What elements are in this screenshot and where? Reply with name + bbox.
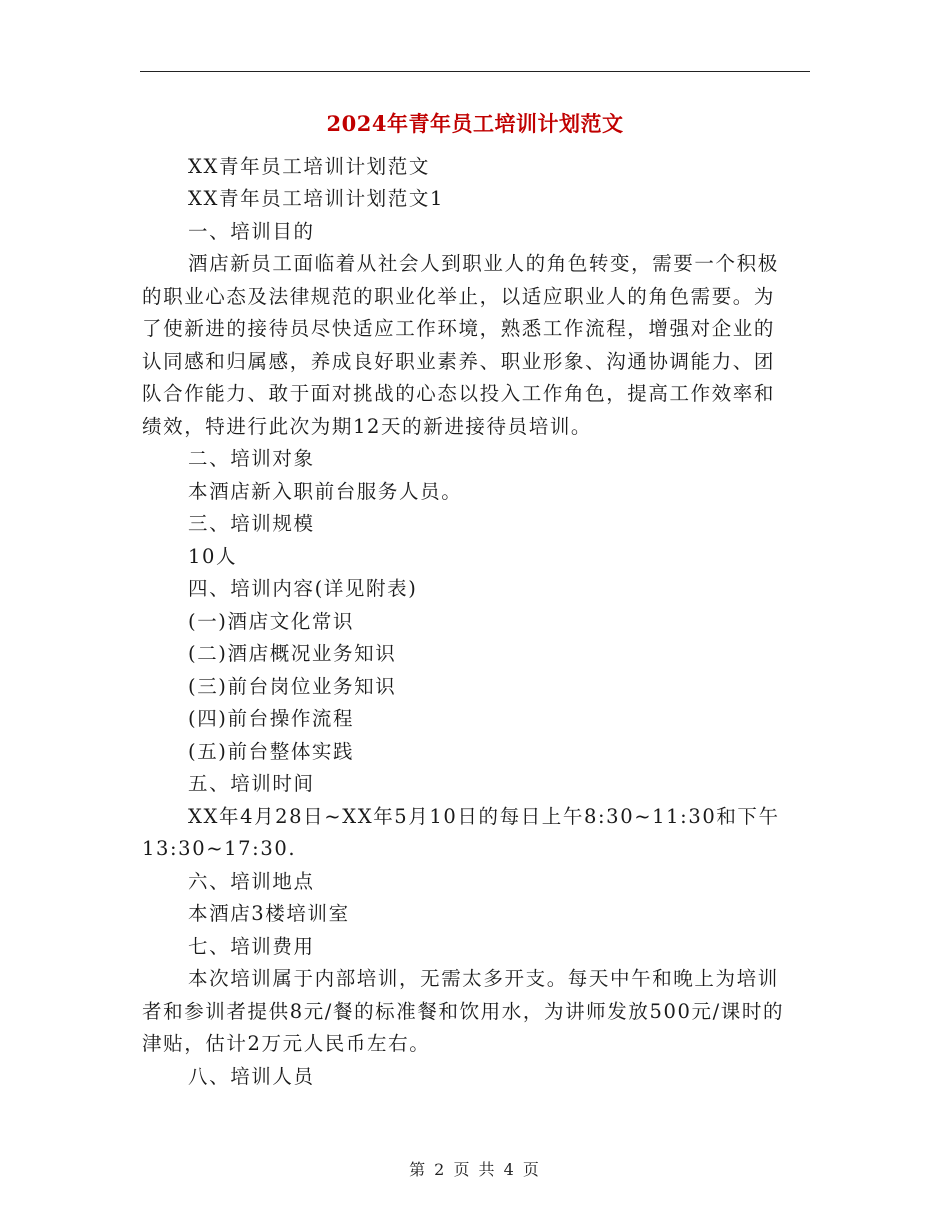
- list-item: (四)前台操作流程: [188, 707, 355, 730]
- header-rule: [140, 71, 810, 72]
- paragraph-line: 本酒店新入职前台服务人员。: [188, 480, 463, 503]
- page-number-footer: 第 2 页 共 4 页: [409, 1160, 541, 1179]
- section-heading: 六、培训地点: [188, 870, 315, 893]
- paragraph-line: 津贴，估计2万元人民币左右。: [142, 1032, 431, 1055]
- section-heading: 三、培训规模: [188, 512, 315, 535]
- paragraph-line: 13:30~17:30.: [142, 837, 297, 860]
- paragraph-line: 10人: [188, 545, 238, 568]
- list-item: (三)前台岗位业务知识: [188, 675, 397, 698]
- paragraph-line: 了使新进的接待员尽快适应工作环境，熟悉工作流程，增强对企业的: [142, 317, 776, 340]
- paragraph-line: 酒店新员工面临着从社会人到职业人的角色转变，需要一个积极: [188, 252, 779, 275]
- section-heading: 一、培训目的: [188, 220, 315, 243]
- paragraph-line: 本次培训属于内部培训，无需太多开支。每天中午和晚上为培训: [188, 967, 779, 990]
- doc-line: XX青年员工培训计划范文1: [188, 187, 444, 210]
- paragraph-line: 的职业心态及法律规范的职业化举止，以适应职业人的角色需要。为: [142, 285, 776, 308]
- section-heading: 二、培训对象: [188, 447, 315, 470]
- paragraph-line: 本酒店3楼培训室: [188, 902, 350, 925]
- paragraph-line: 者和参训者提供8元/餐的标准餐和饮用水，为讲师发放500元/课时的: [142, 1000, 785, 1023]
- list-item: (五)前台整体实践: [188, 740, 355, 763]
- document-title: 2024年青年员工培训计划范文: [326, 111, 624, 136]
- section-heading: 五、培训时间: [188, 772, 315, 795]
- doc-line: XX青年员工培训计划范文: [188, 155, 430, 178]
- paragraph-line: 认同感和归属感，养成良好职业素养、职业形象、沟通协调能力、团: [142, 350, 776, 373]
- paragraph-line: XX年4月28日~XX年5月10日的每日上午8:30~11:30和下午: [188, 805, 780, 828]
- section-heading: 八、培训人员: [188, 1065, 315, 1088]
- list-item: (二)酒店概况业务知识: [188, 642, 397, 665]
- list-item: (一)酒店文化常识: [188, 610, 355, 633]
- paragraph-line: 绩效，特进行此次为期12天的新进接待员培训。: [142, 415, 593, 438]
- paragraph-line: 队合作能力、敢于面对挑战的心态以投入工作角色，提高工作效率和: [142, 382, 776, 405]
- section-heading: 七、培训费用: [188, 935, 315, 958]
- section-heading: 四、培训内容(详见附表): [188, 577, 418, 600]
